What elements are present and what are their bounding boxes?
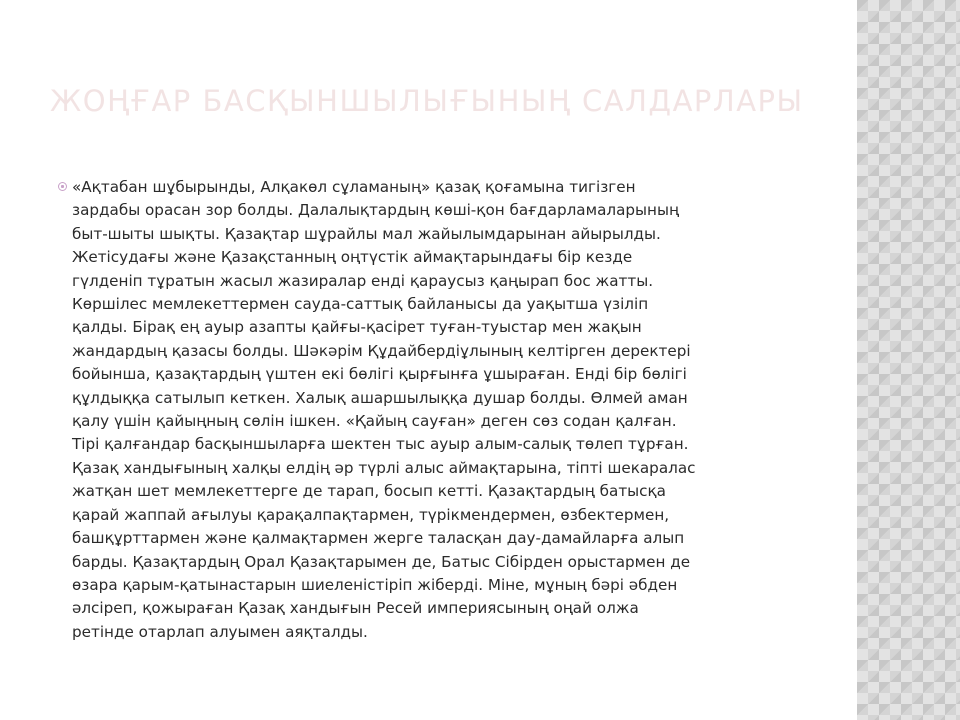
- body-line: «Ақтабан шұбырынды, Алқакөл сұламаның» қазақ қоғамына тигізген: [72, 178, 636, 196]
- body-line: қарай жаппай ағылуы қарақалпақтармен, түрікмендермен, өзбектермен,: [72, 505, 670, 524]
- body-line: башқұрттармен және қалмақтармен жерге таласқан дау-дамайларға алып: [72, 529, 685, 548]
- body-line: Қазақ хандығының халқы елдің әр түрлі алыс аймақтарына, тіпті шекаралас: [72, 458, 696, 477]
- body-line: өзара қарым-қатынастарын шиеленістіріп жіберді. Міне, мұның бәрі әбден: [72, 575, 678, 594]
- body-line: Жетісудағы және Қазақстанның оңтүстік аймақтарындағы бір кезде: [72, 248, 633, 267]
- slide-title: ЖОҢҒАР БАСҚЫНШЫЛЫҒЫНЫҢ САЛДАРЛАРЫ: [50, 84, 804, 118]
- body-line: жатқан шет мемлекеттерге де тарап, босып кетті. Қазақтардың батысқа: [72, 482, 666, 501]
- slide-content: [58, 176, 848, 644]
- decorative-side-band: [857, 0, 960, 720]
- body-paragraph: [72, 176, 848, 644]
- body-line: быт-шыты шықты. Қазақтар шұрайлы мал жайылымдарынан айырылды.: [72, 224, 661, 243]
- body-line: әлсіреп, қожыраған Қазақ хандығын Ресей империясының оңай олжа: [72, 599, 639, 618]
- body-line: қалу үшін қайыңның сөлін ішкен. «Қайың сауған» деген сөз содан қалған.: [72, 412, 677, 431]
- body-line: зардабы орасан зор болды. Далалықтардың көші-қон бағдарламаларының: [72, 201, 679, 220]
- body-line: жандардың қазасы болды. Шәкәрім Құдайбердіұлының келтірген деректері: [72, 341, 691, 360]
- body-line: Тірі қалғандар басқыншыларға шектен тыс ауыр алым-салық төлеп тұрған.: [72, 435, 689, 454]
- body-line: бойынша, қазақтардың үштен екі бөлігі қырғынға ұшыраған. Енді бір бөлігі: [72, 365, 687, 384]
- body-line: құлдыққа сатылып кеткен. Халық ашаршылыққа душар болды. Өлмей аман: [72, 388, 688, 407]
- body-line: ретінде отарлап алуымен аяқталды.: [72, 622, 368, 641]
- hollow-circle-bullet-icon: [58, 182, 67, 191]
- body-line: қалды. Бірақ ең ауыр азапты қайғы-қасірет туған-туыстар мен жақын: [72, 318, 642, 337]
- body-line: барды. Қазақтардың Орал Қазақтарымен де, Батыс Сібірден орыстармен де: [72, 552, 691, 571]
- body-line: Көршілес мемлекеттермен сауда-саттық байланысы да уақытша үзіліп: [72, 295, 649, 314]
- body-line: гүлденіп тұратын жасыл жазиралар енді қараусыз қаңырап бос жатты.: [72, 271, 654, 290]
